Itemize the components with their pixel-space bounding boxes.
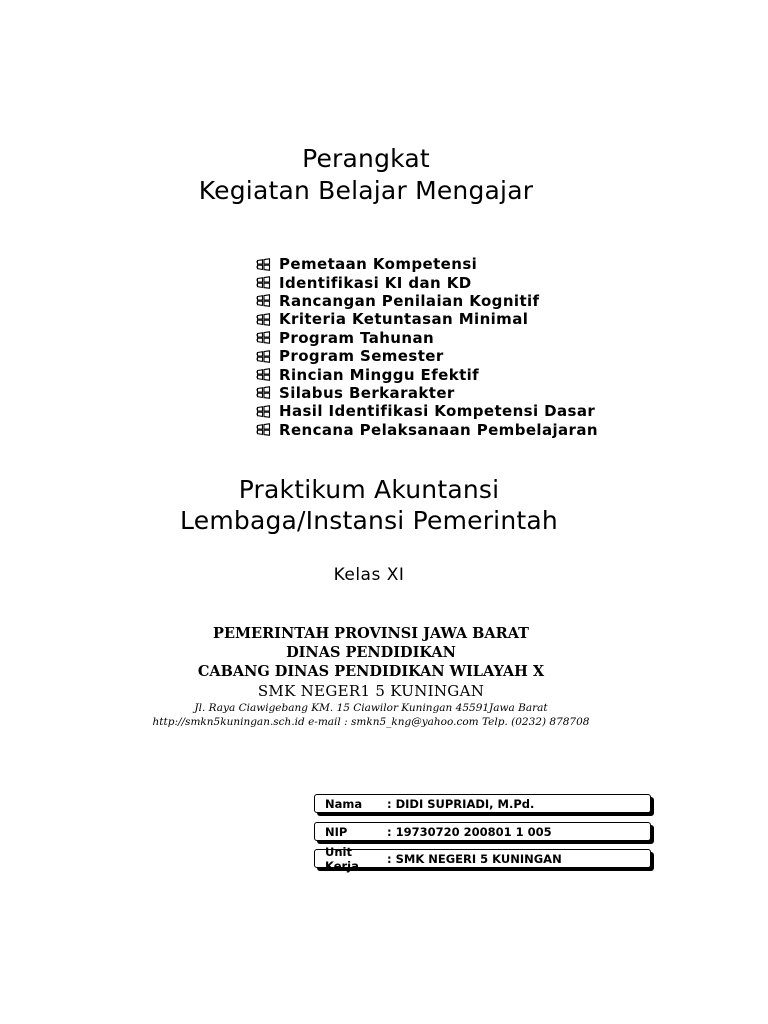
work-unit-box (314, 844, 651, 873)
list-item-label: Rencana Pelaksanaan Pembelajaran (279, 420, 598, 439)
nip-label: NIP (325, 824, 348, 839)
school-name: SMK NEGER1 5 KUNINGAN (257, 682, 485, 700)
list-item-label: Program Semester (279, 347, 444, 366)
windows-logo-icon (256, 294, 271, 307)
windows-logo-icon (256, 405, 271, 418)
windows-logo-icon (256, 423, 271, 436)
subject-title-line2: Lembaga/Instansi Pemerintah (180, 506, 558, 535)
nip-box (314, 822, 651, 841)
nip-value: : 19730720 200801 1 005 (387, 824, 552, 839)
name-value: : DIDI SUPRIADI, M.Pd. (387, 796, 535, 811)
school-address: Jl. Raya Ciawigebang KM. 15 Ciawilor Kuningan 45591Jawa Barat (194, 702, 548, 714)
windows-logo-icon (256, 386, 271, 399)
document-list (256, 255, 598, 439)
institution-line3: CABANG DINAS PENDIDIKAN WILAYAH X (197, 663, 545, 680)
list-item (256, 255, 598, 273)
list-item-label: Kriteria Ketuntasan Minimal (279, 310, 529, 329)
class-label: Kelas XI (333, 565, 405, 585)
subject-title-line1: Praktikum Akuntansi (238, 475, 500, 504)
list-item-label: Hasil Identifikasi Kompetensi Dasar (279, 402, 596, 421)
work-unit-label: Unit Kerja (325, 844, 359, 873)
list-item-label: Program Tahunan (279, 328, 435, 347)
list-item (256, 402, 598, 420)
list-item (256, 310, 598, 328)
windows-logo-icon (256, 276, 271, 289)
list-item-label: Identifikasi KI dan KD (279, 273, 472, 292)
name-box (314, 794, 651, 813)
list-item (256, 347, 598, 365)
doc-title-line1: Perangkat (302, 144, 430, 173)
windows-logo-icon (256, 313, 271, 326)
list-item-label: Rancangan Penilaian Kognitif (279, 291, 540, 310)
institution-line1: PEMERINTAH PROVINSI JAWA BARAT (213, 625, 529, 642)
list-item (256, 273, 598, 291)
windows-logo-icon (256, 368, 271, 381)
institution-line2: DINAS PENDIDIKAN (286, 644, 456, 661)
work-unit-value: : SMK NEGERI 5 KUNINGAN (387, 851, 562, 866)
list-item-label: Pemetaan Kompetensi (279, 255, 478, 274)
windows-logo-icon (256, 258, 271, 271)
windows-logo-icon (256, 331, 271, 344)
school-contact: http://smkn5kuningan.sch.id e-mail : smkn5_kng@yahoo.com Telp. (0232) 878708 (152, 716, 590, 728)
list-item (256, 365, 598, 383)
list-item (256, 421, 598, 439)
list-item (256, 329, 598, 347)
name-label: Nama (325, 796, 363, 811)
doc-title-line2: Kegiatan Belajar Mengajar (198, 176, 534, 205)
list-item-label: Silabus Berkarakter (279, 383, 455, 402)
list-item-label: Rincian Minggu Efektif (279, 365, 480, 384)
list-item (256, 384, 598, 402)
windows-logo-icon (256, 350, 271, 363)
list-item (256, 292, 598, 310)
